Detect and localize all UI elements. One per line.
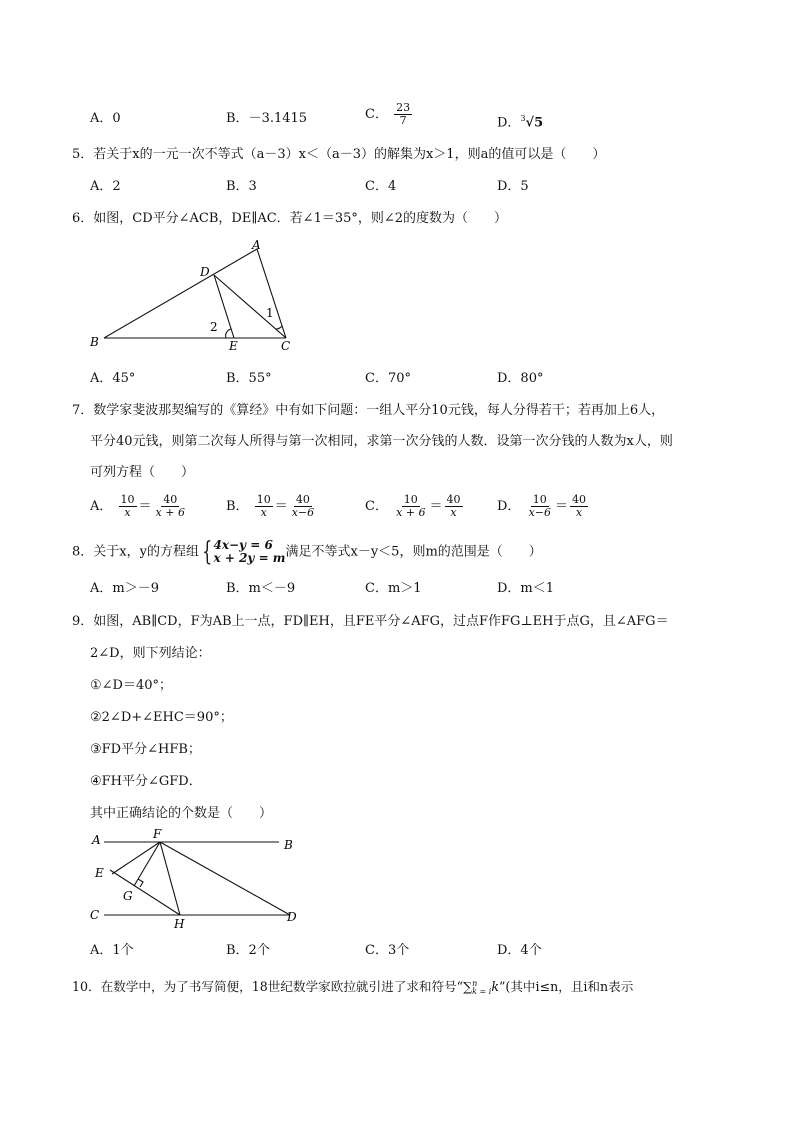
fraction-right [570,494,588,519]
label-a: A [92,833,101,847]
q7-option-d[interactable] [497,494,590,519]
angle-2-arc [226,329,231,338]
equals-sign: ＝ [138,499,152,514]
sigma-symbol: ∑ [463,979,473,994]
fraction-right [445,494,463,519]
equals-sign: ＝ [429,499,443,514]
denominator: x−6 [528,506,551,519]
option-label: C． [365,499,388,514]
fraction-left [255,494,273,519]
q10-stem [72,978,633,996]
sigma-term: k [491,979,499,994]
label-c: C [281,339,291,353]
q6-option-c[interactable]: C．70° [365,371,411,386]
option-label: C． [365,107,388,122]
option-label: D． [497,115,521,131]
option-label: A． [90,499,113,514]
q4-option-b[interactable] [226,110,307,128]
q9-line-2: 2∠D，则下列结论： [90,646,211,661]
q8-stem-pre: 8．关于x，y的方程组 [72,544,199,560]
label-b: B [90,335,99,349]
q5-option-b[interactable]: B．3 [226,179,257,194]
fraction-right [154,494,187,519]
q7-option-c[interactable] [365,494,465,519]
sigma-lower: k = i [472,986,492,996]
equation-system [199,539,286,565]
label-angle-1: 1 [266,306,274,320]
q8-option-a[interactable]: A．m＞－9 [90,581,159,596]
line-fd [160,842,290,915]
numerator: 40 [446,493,461,506]
q4-option-a[interactable] [90,110,121,128]
numerator: 23 [396,101,411,114]
option-value: 0 [112,111,121,126]
q9-option-d[interactable]: D．4个 [497,943,542,958]
q9-conclusion-1: ①∠D＝40°； [90,678,173,693]
q9-conclusion-2: ②2∠D+∠EHC＝90°； [90,710,233,725]
fraction [394,102,412,127]
q4-option-d[interactable] [497,110,543,132]
q6-option-a[interactable]: A．45° [90,371,136,386]
label-angle-2: 2 [210,320,218,334]
q7-line-1: 7．数学家斐波那契编写的《算经》中有如下问题：一组人平分10元钱，每人分得若干；若再加上6人， [72,403,665,418]
numerator: 40 [163,493,178,506]
denominator: x [575,506,583,519]
right-angle-mark [138,879,143,887]
q9-line-1: 9．如图，AB∥CD，F为AB上一点，FD∥EH，且FE平分∠AFG，过点F作FG⊥EH于点G，且∠AFG＝ [72,614,669,629]
option-label: B． [226,499,249,514]
root-index: 3 [520,114,526,123]
q10-stem-pre: 10．在数学中，为了书写简便，18世纪数学家欧拉就引进了求和符号“ [72,979,464,994]
label-d: D [287,910,297,924]
line-fe [112,842,160,874]
q9-question: 其中正确结论的个数是（ ） [90,806,273,821]
q6-option-d[interactable]: D．80° [497,371,544,386]
q8-option-c[interactable]: C．m＞1 [365,581,422,596]
denominator: x [260,506,267,519]
numerator: 40 [572,493,587,506]
numerator: 10 [120,493,135,506]
q9-conclusion-3: ③FD平分∠HFB； [90,742,201,757]
label-g: G [123,889,133,903]
q10-stem-post: ”(其中i≤n，且i和n表示 [498,979,634,994]
q8-option-d[interactable]: D．m＜1 [497,581,555,596]
label-a: A [252,238,261,252]
label-c: C [90,908,100,922]
q9-figure [86,826,311,936]
denominator: x + 6 [155,506,185,519]
q7-option-b[interactable] [226,494,318,519]
q8-stem [72,539,542,565]
option-label: D． [497,499,521,514]
equation-row-1: 4x−y = 6 [213,538,273,552]
angle-1-arc [276,326,282,329]
q5-option-d[interactable]: D．5 [497,179,529,194]
radical: √5 [525,115,544,131]
q8-option-b[interactable]: B．m＜－9 [226,581,296,596]
label-h: H [174,917,185,931]
equals-sign: ＝ [555,499,569,514]
line-ba [104,249,257,338]
q7-line-2: 平分40元钱，则第二次每人所得与第一次相同，求第一次分钱的人数．设第一次分钱的人数为x人，则 [90,434,673,449]
q5-option-a[interactable]: A．2 [90,179,121,194]
q4-option-c[interactable] [365,102,414,127]
numerator: 40 [295,493,310,506]
label-b: B [284,838,293,852]
denominator: x−6 [291,506,315,519]
fraction-left [119,494,137,519]
label-e: E [95,866,104,880]
label-f: F [153,827,162,841]
q5-option-c[interactable]: C．4 [365,179,397,194]
denominator: x [450,506,457,519]
option-value: －3.1415 [248,111,308,126]
option-label: A． [90,111,113,126]
q6-figure [86,236,306,354]
label-d: D [200,265,210,279]
equation-row-2: x + 2y = m [213,551,286,565]
q7-option-a[interactable] [90,494,189,519]
option-label: B． [226,111,249,126]
label-e: E [229,339,238,353]
q9-option-c[interactable]: C．3个 [365,943,410,958]
q6-option-b[interactable]: B．55° [226,371,272,386]
sigma-limits [472,980,491,996]
q5-stem: 5．若关于x的一元一次不等式（a－3）x＜（a－3）的解集为x＞1，则a的值可以是（ ） [72,147,606,162]
q9-conclusion-4: ④FH平分∠GFD． [90,774,202,789]
q9-option-a[interactable]: A．1个 [90,943,134,958]
q8-stem-post: 满足不等式x－y＜5，则m的范围是（ ） [285,544,542,560]
numerator: 10 [256,493,271,506]
numerator: 10 [403,493,418,506]
q6-stem: 6．如图，CD平分∠ACB，DE∥AC．若∠1＝35°，则∠2的度数为（ ） [72,211,508,226]
denominator: x + 6 [396,506,426,519]
equals-sign: ＝ [274,499,288,514]
q7-line-3: 可列方程（ ） [90,465,195,480]
fraction-left [394,494,427,519]
q9-option-b[interactable]: B．2个 [226,943,270,958]
fraction-left [527,494,553,519]
denominator: x [124,506,131,519]
denominator: 7 [399,114,407,127]
sigma-upper: n [472,978,478,988]
fraction-right [290,494,316,519]
numerator: 10 [532,493,547,506]
brace-icon: { [202,537,213,567]
